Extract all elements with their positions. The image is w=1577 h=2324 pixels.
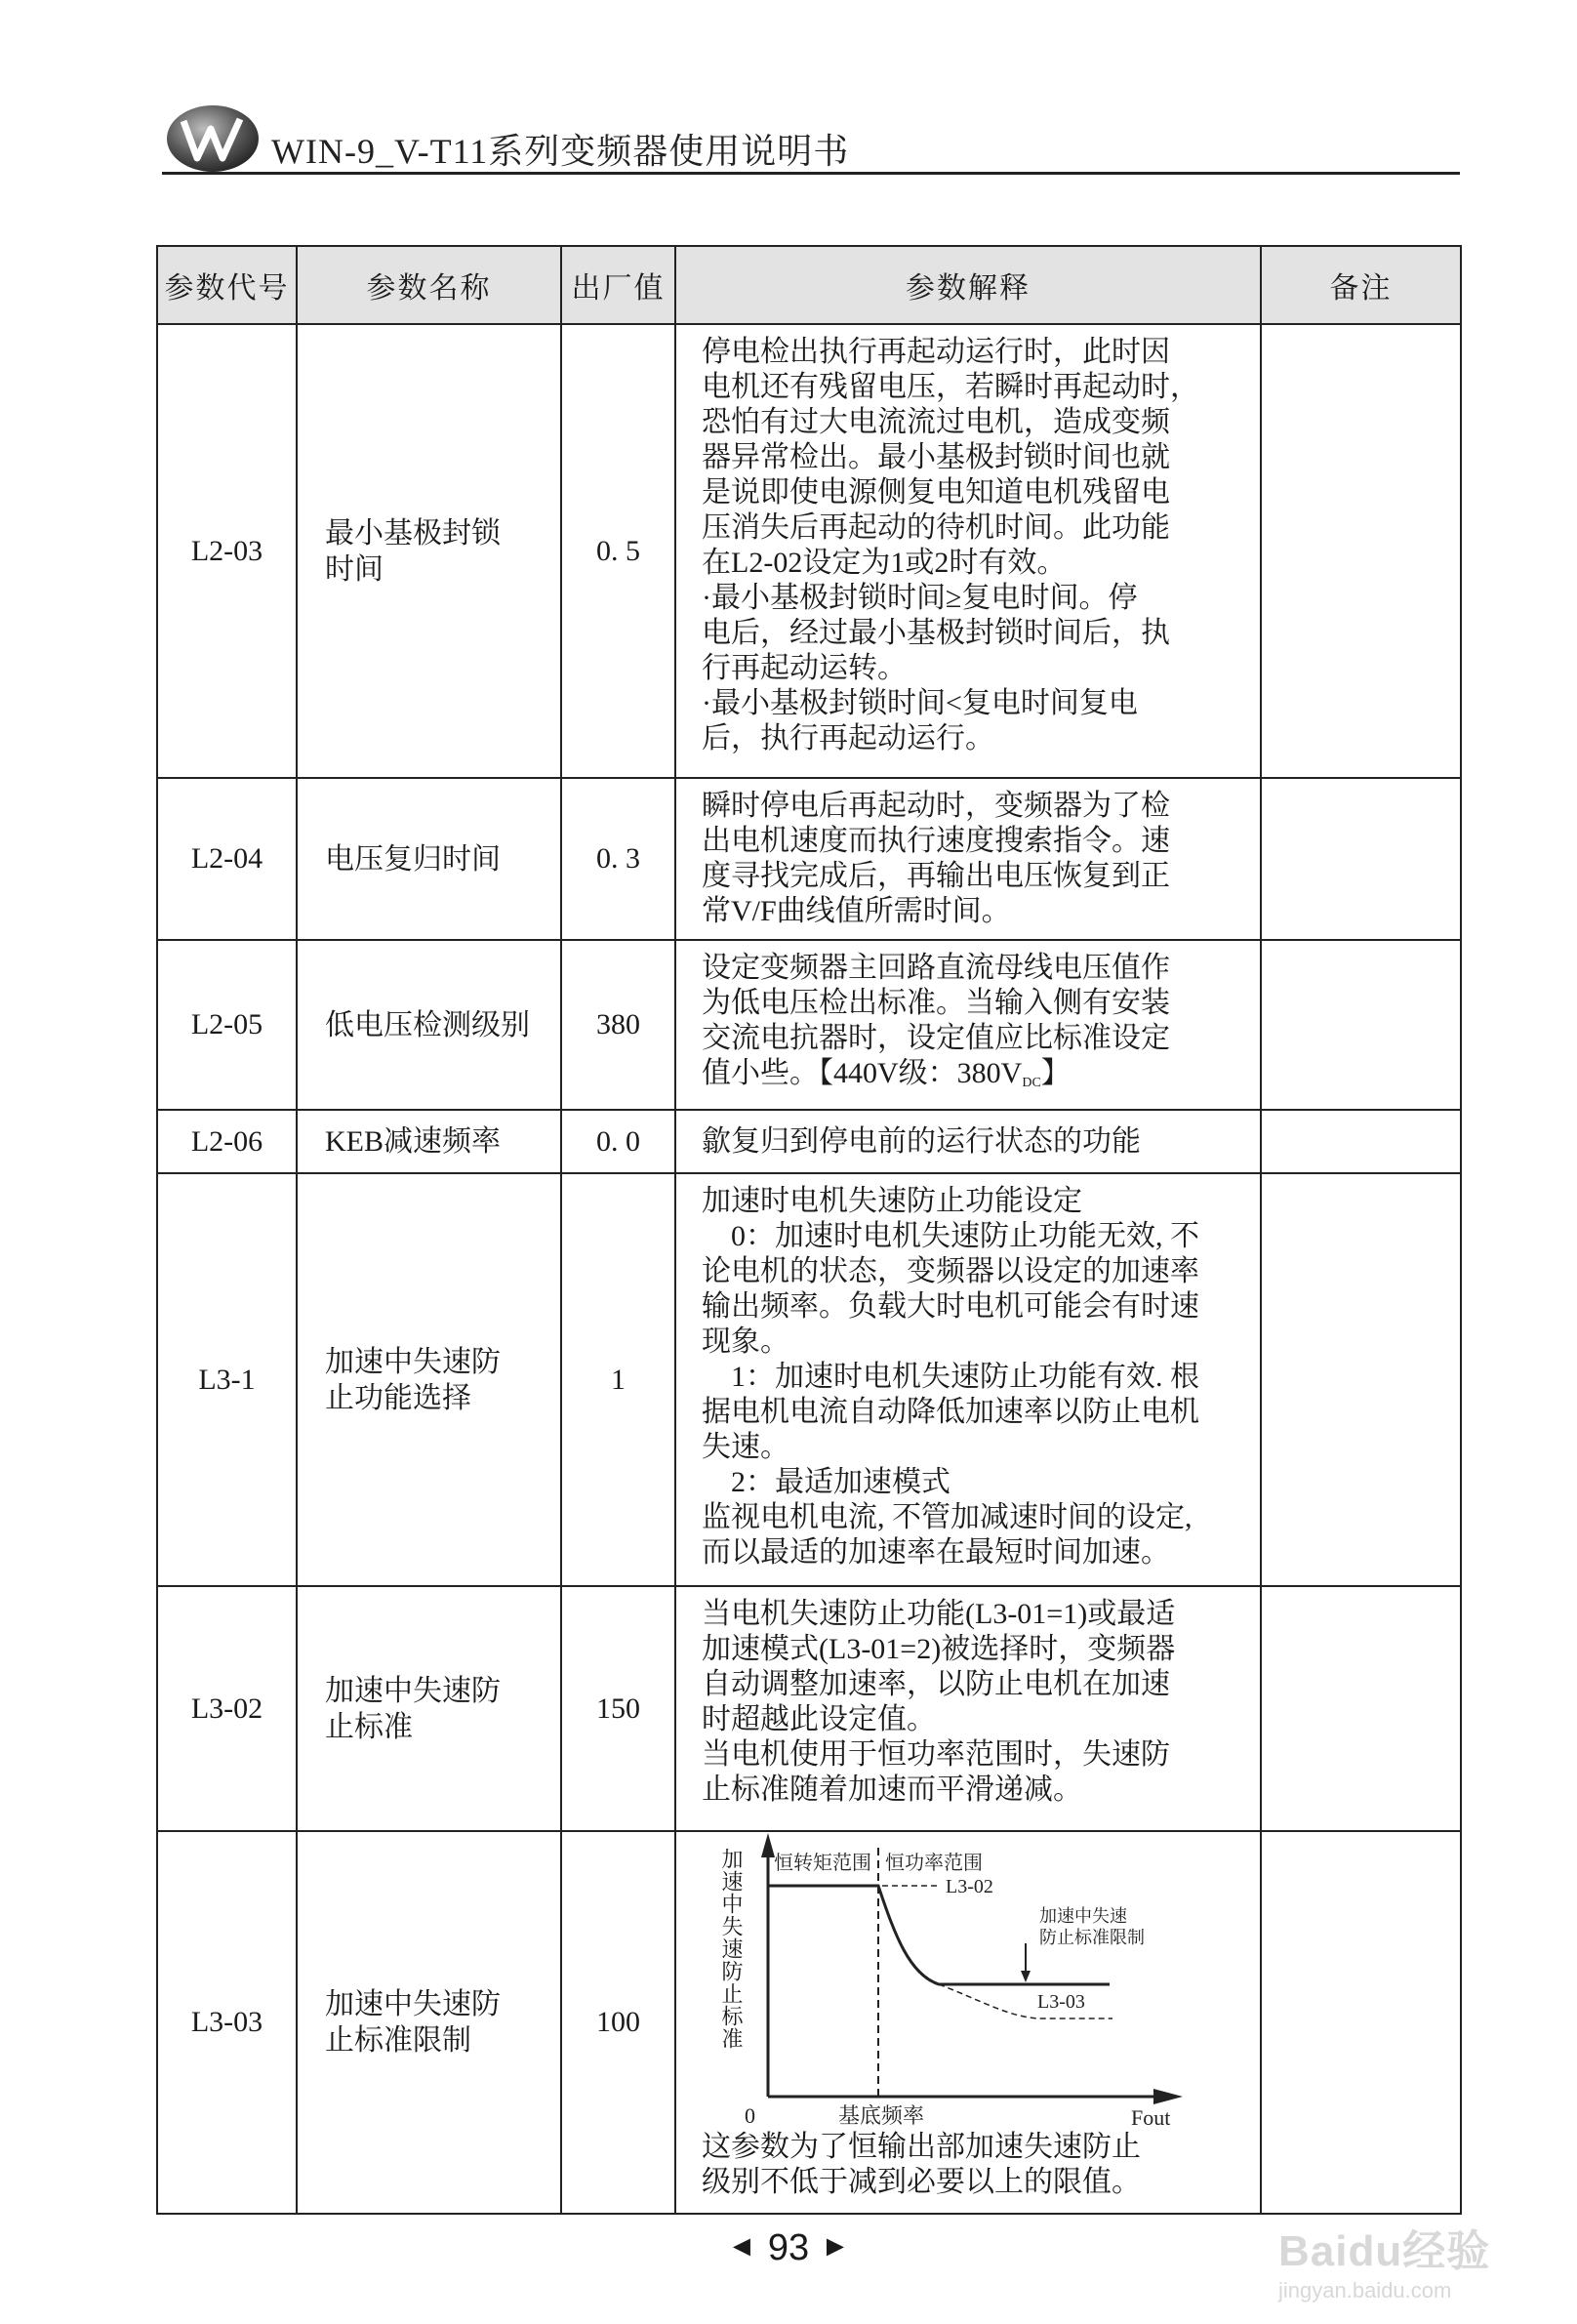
param-note [1261,324,1461,778]
description-text: 设定变频器主回路直流母线电压值作 为低电压检出标准。当输入侧有安装 交流电抗器时，设定值应比标准设定 值小些。【440V级：380V [702,952,1170,1089]
limit-label-line1: 加速中失速 [1039,1906,1127,1926]
table-row [157,1586,1461,1831]
origin-label: 0 [745,2103,755,2128]
x-axis-arrow [1153,2089,1183,2104]
table-row [157,1831,1461,2214]
page-arrow-right-icon: ► [821,2230,850,2263]
column-header-default: 出厂值 [561,246,675,324]
param-default: 0. 3 [561,778,675,940]
param-description: 加速时电机失速防止功能设定 0：加速时电机失速防止功能无效, 不 论电机的状态，变频器以设定的加速率 输出频率。负载大时电机可能会有时速 现象。 1：加速时电机失速防止功能有效. 根 据电机电流自动降低加速率以防止电机 失速。 2：最适加速模式 监视电机电流, 不管加减速时间的设定, 而以最适的加速率在最短时间加速。 [675,1173,1261,1586]
param-note [1261,1110,1461,1173]
param-name: 电压复归时间 [297,778,561,940]
param-default: 0. 0 [561,1110,675,1173]
param-default: 0. 5 [561,324,675,778]
table-header-row [157,246,1461,324]
param-code: L3-03 [157,1831,297,2214]
table-row [157,1173,1461,1586]
x-axis-label: Fout [1131,2105,1171,2130]
l3-03-label: L3-03 [1037,1991,1085,2013]
header-divider [162,172,1460,175]
diagram-canvas [676,1832,1252,2130]
param-description [675,940,1261,1110]
param-description: 停电检出执行再起动运行时，此时因 电机还有残留电压，若瞬时再起动时， 恐怕有过大电流流过电机，造成变频 器异常检出。最小基极封锁时间也就 是说即使电源侧复电知道电机残留电 压消失后再起动的待机时间。此功能 在L2-02设定为1或2时有效。 ·最小基极封锁时间≥复电时间。停 电后，经过最小基极封锁时间后，执 行再起动运转。 ·最小基极封锁时间<复电时间复电 后，执行再起动运行。 [675,324,1261,778]
param-code: L3-02 [157,1586,297,1831]
param-name: 低电压检测级别 [297,940,561,1110]
column-header-name: 参数名称 [297,246,561,324]
constant-power-label: 恒功率范围 [885,1853,983,1874]
description-text: 这参数为了恒输出部加速失速防止 级别不低于减到必要以上的限值。 [702,2131,1141,2198]
watermark-logo: Baidu经验 [1278,2227,1491,2275]
param-description: 当电机失速防止功能(L3-01=1)或最适 加速模式(L3-01=2)被选择时，变频器 自动调整加速率，以防止电机在加速 时超越此设定值。 当电机使用于恒功率范围时，失速防 止标准随着加速而平滑递减。 [675,1586,1261,1831]
param-default: 100 [561,1831,675,2214]
param-code: L3-1 [157,1173,297,1586]
description-end: 】 [1040,1057,1071,1089]
param-note [1261,1831,1461,2214]
baidu-watermark [1278,2216,1490,2304]
page-number-text: 93 [767,2227,810,2268]
param-default: 380 [561,940,675,1110]
param-code: L2-03 [157,324,297,778]
param-description [675,1831,1261,2214]
unlimited-curve-dashed [939,1984,1112,2018]
brand-logo [164,98,262,176]
l3-02-label: L3-02 [946,1876,993,1897]
param-note [1261,778,1461,940]
column-header-code: 参数代号 [157,246,297,324]
table-row [157,324,1461,778]
param-name: KEB减速频率 [297,1110,561,1173]
param-description: 瞬时停电后再起动时，变频器为了检 出电机速度而执行速度搜索指令。速 度寻找完成后，再输出电压恢复到正 常V/F曲线值所需时间。 [675,778,1261,940]
table-row [157,940,1461,1110]
table-row [157,1110,1461,1173]
param-name: 加速中失速防 止标准限制 [297,1831,561,2214]
param-note [1261,1173,1461,1586]
column-header-description: 参数解释 [675,246,1261,324]
param-code: L2-06 [157,1110,297,1173]
param-code: L2-05 [157,940,297,1110]
page-arrow-left-icon: ◄ [727,2230,756,2263]
param-name: 加速中失速防 止标准 [297,1586,561,1831]
param-default: 150 [561,1586,675,1831]
limit-arrow-head [1021,1971,1031,1982]
param-default: 1 [561,1173,675,1586]
limit-label-line2: 防止标准限制 [1039,1928,1145,1947]
param-name: 加速中失速防 止功能选择 [297,1173,561,1586]
param-description: 歙复归到停电前的运行状态的功能 [675,1110,1261,1173]
table-row [157,778,1461,940]
base-frequency-label: 基底频率 [838,2103,925,2128]
constant-torque-label: 恒转矩范围 [774,1853,871,1874]
dc-subscript: DC [1022,1076,1041,1090]
watermark-url: jingyan.baidu.com [1278,2278,1452,2303]
param-code: L2-04 [157,778,297,940]
document-title: WIN-9_V-T11系列变频器使用说明书 [271,132,850,171]
parameter-table [156,245,1462,2215]
param-name: 最小基极封锁 时间 [297,324,561,778]
y-axis-arrow [761,1833,775,1857]
param-note [1261,940,1461,1110]
param-note [1261,1586,1461,1831]
column-header-note: 备注 [1261,246,1461,324]
stall-prevention-diagram [676,1832,1252,2130]
y-axis-label: 加速中失速防止标准 [719,1848,744,2050]
